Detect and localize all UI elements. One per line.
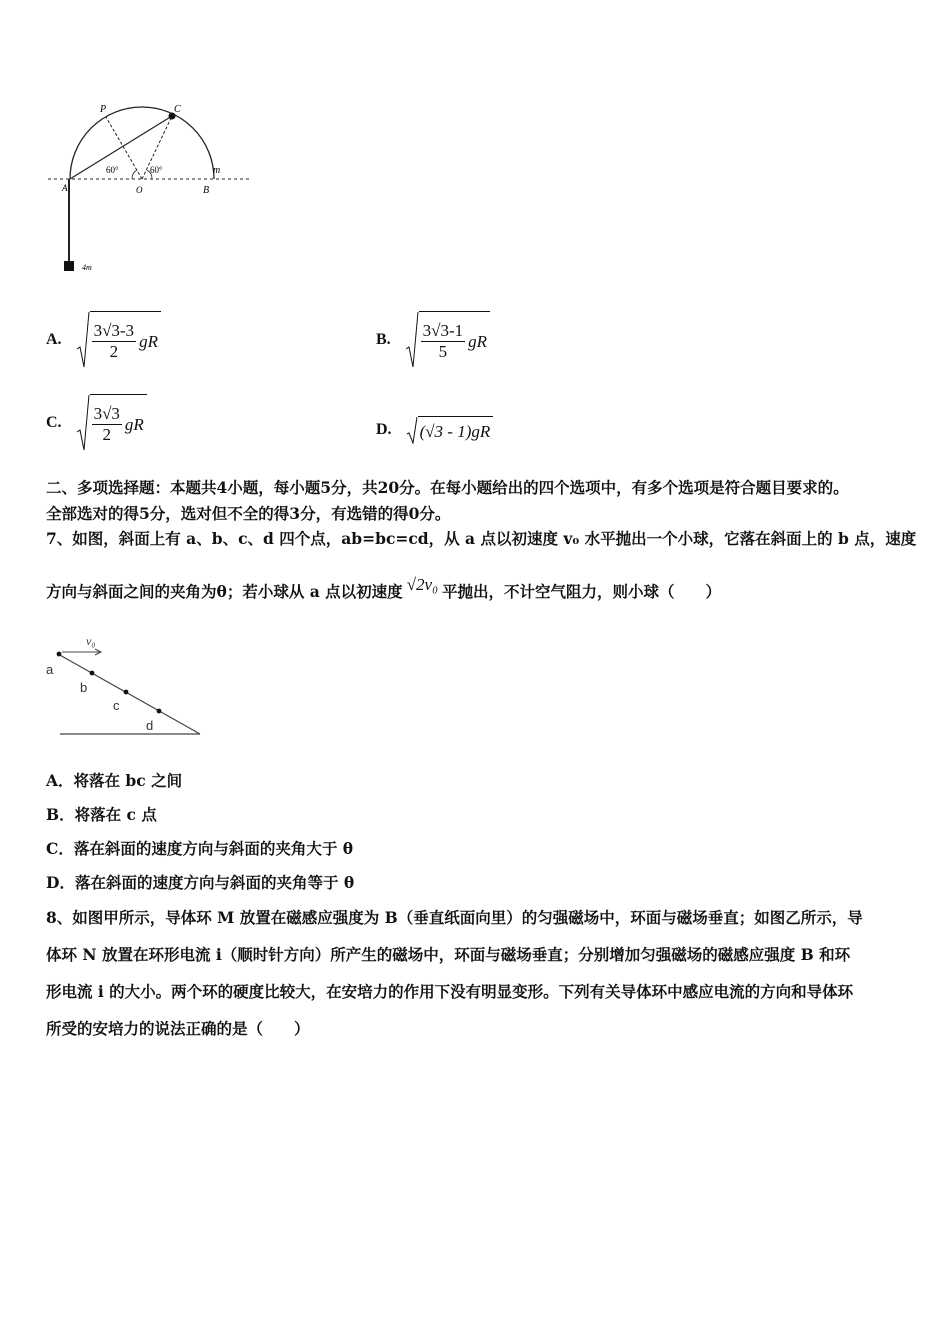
q8-stem-line3: 形电流 i 的大小。两个环的硬度比较大，在安培力的作用下没有明显变形。下列有关导体环中感应电流的方向和导体环 <box>46 982 854 1001</box>
angle-arc-left <box>132 170 137 179</box>
q6-option-a[interactable] <box>46 310 161 370</box>
q8-stem-line1: 8、如图甲所示，导体环 M 放置在磁感应强度为 B（垂直纸面向里）的匀强磁场中，环面与磁场垂直；如图乙所示，导 <box>46 908 863 927</box>
q7-stem-line1: 7、如图，斜面上有 a、b、c、d 四个点，ab=bc=cd，从 a 点以初速度 v₀ 水平抛出一个小球，它落在斜面上的 b 点，速度 <box>46 529 917 548</box>
expression-d: (√3 - 1)gR <box>418 416 494 444</box>
sqrt-expression <box>76 311 161 369</box>
q7-stem-line2 <box>46 575 721 604</box>
option-label: C. <box>46 414 62 431</box>
q7-stem-line2-before: 方向与斜面之间的夹角为θ；若小球从 a 点以初速度 <box>46 582 403 601</box>
q7-option-a[interactable]: A．将落在 bc 之间 <box>46 771 183 790</box>
option-label: B. <box>376 331 391 348</box>
fraction-numerator: 3√3 <box>93 404 120 423</box>
radical-sign <box>405 311 419 369</box>
label-mass: 4m <box>82 263 92 272</box>
semicircle-track <box>70 107 214 179</box>
q7-initial-speed-math: √2v₀ <box>406 575 438 594</box>
label-p: P <box>100 104 107 115</box>
label-c: c <box>113 698 120 713</box>
q8-stem-line2: 体环 N 放置在环形电流 i（顺时针方向）所产生的磁场中，环面与磁场垂直；分别增加匀强磁场的磁感应强度 B 和环 <box>46 945 851 964</box>
fraction-denominator: 2 <box>109 342 119 361</box>
q6-option-b[interactable] <box>376 310 490 370</box>
label-angle-right: 60° <box>150 165 163 175</box>
fraction-denominator: 2 <box>102 425 111 444</box>
sqrt-expression <box>406 416 494 444</box>
section2-instruction-line1: 二、多项选择题：本题共4小题，每小题5分，共20分。在每小题给出的四个选项中，有多个选项是符合题目要求的。 <box>46 478 849 497</box>
q7-option-b[interactable]: B．将落在 c 点 <box>46 805 157 824</box>
figure-semicircle <box>40 95 270 285</box>
option-label: D. <box>376 421 392 438</box>
label-v0: v₀ <box>86 634 96 648</box>
q7-stem-line2-after: 平抛出，不计空气阻力，则小球（ ） <box>441 582 721 601</box>
expression-tail: gR <box>124 414 144 434</box>
figure-incline <box>40 628 210 740</box>
sqrt-expression <box>76 394 147 452</box>
section2-instruction-line2: 全部选对的得5分，选对但不全的得3分，有选错的得0分。 <box>46 504 451 523</box>
q8-stem-line4: 所受的安培力的说法正确的是（ ） <box>46 1019 310 1038</box>
label-m: m <box>213 165 221 176</box>
label-d: d <box>146 718 154 733</box>
point-c <box>124 690 129 695</box>
radical-sign <box>76 311 90 369</box>
expression-tail: gR <box>139 331 158 351</box>
label-o: O <box>136 185 143 195</box>
label-b: b <box>80 680 88 695</box>
radical-sign <box>406 416 418 444</box>
q6-option-d[interactable] <box>376 413 493 447</box>
q7-option-d[interactable]: D．落在斜面的速度方向与斜面的夹角等于 θ <box>46 873 355 892</box>
label-c: C <box>174 104 181 115</box>
q7-option-c[interactable]: C．落在斜面的速度方向与斜面的夹角大于 θ <box>46 839 354 858</box>
fraction-numerator: 3√3-3 <box>93 321 135 340</box>
expression-tail: gR <box>468 331 488 351</box>
label-a: A <box>62 183 68 193</box>
point-a <box>57 652 62 657</box>
q6-option-c[interactable] <box>46 393 147 453</box>
sqrt-expression <box>405 311 490 369</box>
label-angle-left: 60° <box>106 165 119 175</box>
radical-sign <box>76 394 90 452</box>
option-label: A. <box>46 331 62 348</box>
fraction-denominator: 5 <box>438 342 448 361</box>
label-b: B <box>203 185 210 196</box>
point-d <box>157 709 162 714</box>
block-4m <box>64 261 74 271</box>
fraction-numerator: 3√3-1 <box>422 321 464 340</box>
label-a: a <box>46 662 54 677</box>
point-b <box>90 671 95 676</box>
